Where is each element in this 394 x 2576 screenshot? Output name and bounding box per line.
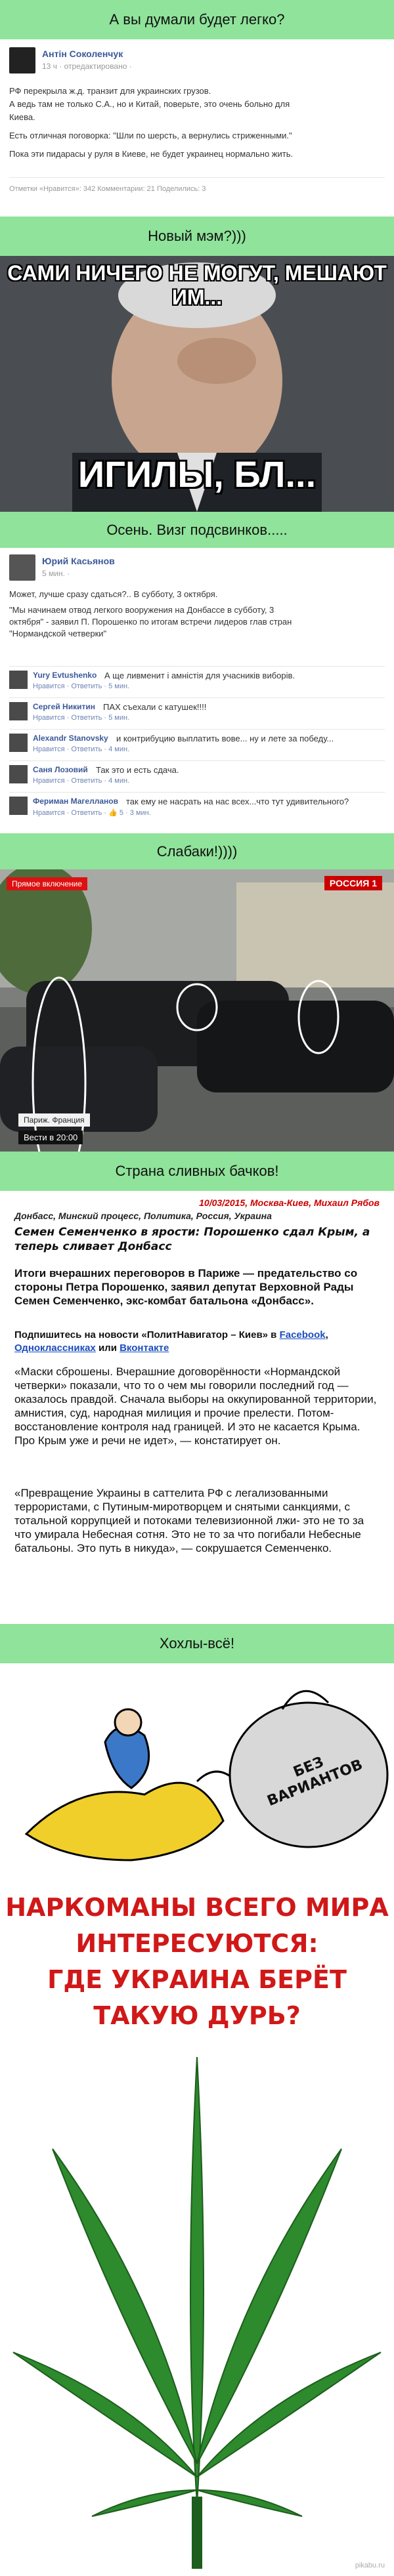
sack-label: БЕЗ ВАРИАНТОВ: [265, 1754, 365, 1810]
post-text: Может, лучше сразу сдаться?.. В субботу, 3 октября.: [9, 589, 218, 599]
caption-text: Слабаки!)))): [156, 842, 238, 860]
caption-band-6: [0, 1624, 394, 1663]
article-lead: Итоги вчерашних переговоров в Париже — предательство со стороны Петра Порошенко, заявил депутат Верховной Рады Семен Семенченко, экс-комбат батальона «Донбасс».: [14, 1267, 358, 1307]
cannabis-leaf-icon: [0, 2044, 394, 2569]
caption-text: Осень. Визг подсвинков.....: [106, 521, 288, 538]
post-meta: 13 ч · отредактировано ·: [42, 62, 132, 71]
post-author[interactable]: Юрий Касьянов: [42, 556, 115, 566]
facebook-link[interactable]: Facebook: [279, 1329, 326, 1340]
article-headline: Семен Семенченко в ярости: Порошенко сдал Крым, а теперь сливает Донбасс: [14, 1226, 370, 1253]
post-text: "Нормандской четверки": [9, 629, 107, 638]
caption-text: Страна сливных бачков!: [115, 1163, 279, 1179]
article-paragraph-2: «Превращение Украины в саттелита РФ с легализованными террористами, с Путиным-миротворцем и снятыми санкциями, с тотальной коррупцией и потоками телевизионной лжи- это не то за что умирала Небесная сотня. Это не то за что погибали Небесные батальоны. Это путь в никуда», — сокрушается Семенченко.: [14, 1487, 364, 1554]
comment-text: А ще ливменит і амністія для учасників виборів.: [104, 671, 296, 680]
avatar[interactable]: [9, 554, 35, 581]
comment-actions[interactable]: Нравится · Ответить · 4 мин.: [33, 777, 130, 785]
caption-band-4: [0, 833, 394, 869]
cannabis-meme: [0, 1880, 394, 2576]
facebook-post-2: [0, 548, 394, 833]
post-stats: Отметки «Нравится»: 342 Комментарии: 21 Поделились: 3: [9, 185, 206, 193]
avatar[interactable]: [9, 702, 28, 720]
comment-text: так ему не насрать на нас всех...что тут удивительного?: [126, 797, 349, 806]
caption-band-2: [0, 217, 394, 256]
news-caption: Вести в 20:00: [18, 1131, 83, 1144]
comment-actions[interactable]: Нравится · Ответить · 5 мин.: [33, 682, 130, 690]
meme-line: ТАКУЮ ДУРЬ?: [93, 2001, 301, 2030]
comment-item: [9, 666, 385, 696]
avatar[interactable]: [9, 47, 35, 73]
comment-text: Так это и есть сдача.: [96, 765, 179, 775]
comment-actions[interactable]: Нравится · Ответить · 4 мин.: [33, 745, 130, 753]
avatar[interactable]: [9, 671, 28, 689]
subscribe-text: Подпишитесь на новости «ПолитНавигатор – Киев» в: [14, 1329, 277, 1340]
comment-author[interactable]: Alexandr Stanovsky: [33, 734, 108, 743]
comment-item: [9, 697, 385, 727]
article-paragraph-1: «Маски сброшены. Вчерашние договорённости «Нормандской четверки» показали, что то о чем мы говорили последний год — оказалось правдой. Сначала выборы на оккупированной территории, амнистия, суд, народная милиция и прочие прелести. Потом- восстановление контроля над границей. И это не касается Крыма. Про Крым уже и речи не идет», — констатирует он.: [14, 1365, 377, 1447]
news-article: [0, 1191, 394, 1624]
avatar[interactable]: [9, 797, 28, 815]
post-text: РФ перекрыла ж.д. транзит для украинских грузов.: [9, 86, 211, 96]
subscribe-line: Подпишитесь на новости «ПолитНавигатор – Киев» в Facebook, Одноклассниках или Вконтакте: [14, 1329, 328, 1354]
comment-text: и контрибуцию выплатить вове... ну и лете за победу...: [116, 734, 334, 743]
limousine-photo: [0, 869, 394, 1152]
caption-band-5: [0, 1152, 394, 1191]
odnoklassniki-link[interactable]: Одноклассниках: [14, 1342, 96, 1354]
meme-bottom-text: ИГИЛЫ, БЛ...: [77, 453, 317, 495]
post-text: Есть отличная поговорка: "Шли по шерсть, а вернулись стриженными.": [9, 131, 292, 140]
live-badge: Прямое включение: [7, 877, 87, 890]
or-text: или: [98, 1342, 117, 1354]
comment-item: [9, 792, 385, 821]
news-photo: [0, 869, 394, 1152]
post-text: Пока эти пидарасы у руля в Киеве, не будет украинец нормально жить.: [9, 149, 294, 159]
caption-band-1: [0, 0, 394, 39]
caption-text: Хохлы-всё!: [159, 1635, 235, 1652]
comment-item: [9, 729, 385, 758]
post-text: Киева.: [9, 112, 35, 122]
caption-text: Новый мэм?))): [148, 228, 246, 244]
post-text: "Мы начинаем отвод легкого вооружения на Донбассе в субботу, 3: [9, 605, 274, 615]
meme-line: ГДЕ УКРАИНА БЕРЁТ: [47, 1965, 347, 1994]
cartoon-image: [0, 1663, 394, 1880]
avatar[interactable]: [9, 765, 28, 783]
location-caption: Париж. Франция: [18, 1113, 90, 1127]
watermark: pikabu.ru: [355, 2562, 385, 2569]
caption-text: А вы думали будет легко?: [109, 11, 285, 28]
post-meta: 5 мин. ·: [42, 569, 70, 578]
comment-author[interactable]: Yury Evtushenko: [33, 671, 97, 680]
avatar[interactable]: [9, 734, 28, 752]
channel-logo: РОССИЯ 1: [324, 876, 382, 890]
comment-actions[interactable]: Нравится · Ответить · 👍 5 · 3 мин.: [33, 809, 151, 817]
dateline: 10/03/2015, Москва-Киев, Михаил Рябов: [199, 1197, 380, 1208]
comment-item: [9, 760, 385, 790]
meme-image-1: [0, 256, 394, 512]
comment-actions[interactable]: Нравится · Ответить · 5 мин.: [33, 714, 130, 722]
article-tags: Донбасс, Минский процесс, Политика, Россия, Украина: [14, 1211, 272, 1221]
caption-band-3: [0, 512, 394, 548]
comment-author[interactable]: Фериман Магелланов: [33, 797, 118, 806]
meme-line: ИНТЕРЕСУЮТСЯ:: [76, 1929, 318, 1958]
vkontakte-link[interactable]: Вконтакте: [120, 1342, 169, 1354]
post-text: октября" - заявил П. Порошенко по итогам встречи лидеров глав стран: [9, 617, 292, 627]
comment-text: ПАХ съехали с катушек!!!!: [103, 702, 207, 712]
divider: [9, 177, 385, 178]
comment-author[interactable]: Саня Лозовий: [33, 765, 88, 774]
comment-author[interactable]: Сергей Никитин: [33, 702, 95, 711]
meme-line: НАРКОМАНЫ ВСЕГО МИРА: [5, 1893, 389, 1922]
meme-top-text: САМИ НИЧЕГО НЕ МОГУТ, МЕШАЮТ ИМ...: [7, 261, 387, 309]
post-text: А ведь там не только С.А., но и Китай, поверьте, это очень больно для: [9, 99, 290, 109]
post-author[interactable]: Антін Соколенчук: [42, 49, 123, 59]
facebook-post-1: [0, 39, 394, 217]
